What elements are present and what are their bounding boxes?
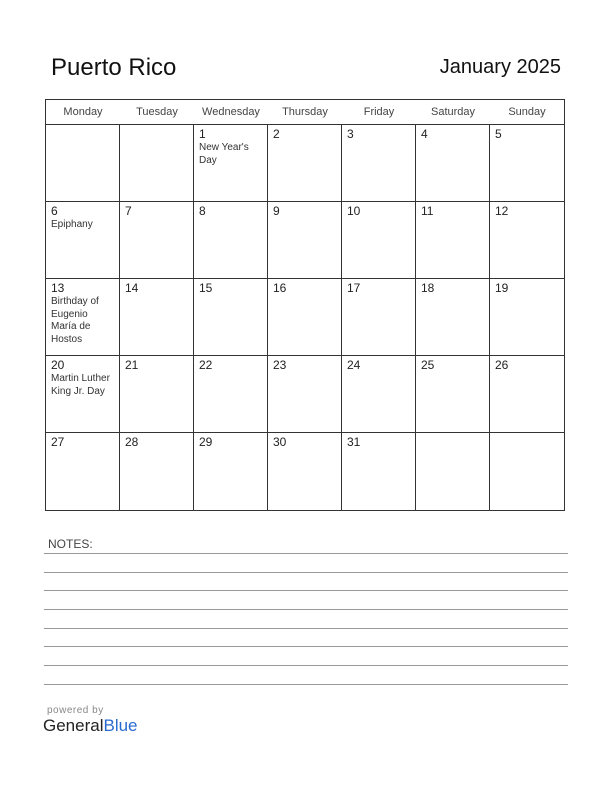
day-number: 14 (125, 281, 139, 295)
weekday-header: Thursday (282, 106, 328, 118)
day-number: 15 (199, 281, 213, 295)
day-number: 6 (51, 204, 58, 218)
holiday-label: New Year's Day (199, 142, 249, 166)
weekday-header: Sunday (508, 106, 546, 118)
weekday-header: Monday (63, 106, 103, 118)
day-number: 5 (495, 127, 502, 141)
day-number: 11 (421, 204, 434, 218)
calendar-day-cell[interactable] (194, 433, 268, 510)
calendar-day-cell[interactable] (342, 125, 416, 202)
calendar-grid (45, 99, 565, 511)
day-number: 23 (273, 358, 287, 372)
calendar-day-cell[interactable] (268, 356, 342, 433)
calendar-day-cell[interactable] (268, 202, 342, 279)
day-number: 28 (125, 435, 139, 449)
day-number: 19 (495, 281, 509, 295)
calendar-day-cell[interactable] (342, 202, 416, 279)
holiday-label: Martin Luther King Jr. Day (51, 373, 110, 397)
page-title: Puerto Rico (51, 54, 177, 81)
calendar-day-cell[interactable] (120, 125, 194, 202)
calendar-day-cell[interactable] (46, 279, 120, 356)
calendar-day-cell[interactable] (490, 279, 564, 356)
calendar-day-cell[interactable] (120, 279, 194, 356)
day-number: 13 (51, 281, 65, 295)
day-number: 17 (347, 281, 361, 295)
calendar-day-cell[interactable] (120, 433, 194, 510)
day-number: 7 (125, 204, 132, 218)
calendar-day-cell[interactable] (194, 356, 268, 433)
calendar-day-cell[interactable] (490, 433, 564, 510)
holiday-label: Epiphany (51, 219, 93, 230)
note-line (44, 609, 568, 610)
note-line (44, 572, 568, 573)
calendar-day-cell[interactable] (194, 125, 268, 202)
brand-name-part2: Blue (103, 716, 138, 735)
day-number: 18 (421, 281, 435, 295)
weekday-header: Wednesday (202, 106, 260, 118)
calendar-day-cell[interactable] (46, 125, 120, 202)
calendar-day-cell[interactable] (416, 202, 490, 279)
day-number: 29 (199, 435, 213, 449)
calendar-day-cell[interactable] (194, 202, 268, 279)
calendar-day-cell[interactable] (120, 202, 194, 279)
calendar-day-cell[interactable] (342, 279, 416, 356)
brand-logo[interactable] (43, 716, 138, 736)
note-line (44, 665, 568, 666)
weekday-header-row (46, 100, 564, 125)
calendar-day-cell[interactable] (46, 356, 120, 433)
calendar-day-cell[interactable] (194, 279, 268, 356)
day-number: 31 (347, 435, 361, 449)
calendar-day-cell[interactable] (268, 433, 342, 510)
day-number: 2 (273, 127, 280, 141)
weekday-header: Saturday (430, 106, 476, 118)
day-number: 1 (199, 127, 206, 141)
calendar-day-cell[interactable] (490, 202, 564, 279)
powered-by-text: powered by (47, 705, 104, 716)
day-number: 12 (495, 204, 509, 218)
calendar-day-cell[interactable] (416, 125, 490, 202)
calendar-body (46, 125, 564, 510)
day-number: 9 (273, 204, 280, 218)
day-number: 22 (199, 358, 213, 372)
calendar-day-cell[interactable] (490, 125, 564, 202)
calendar-day-cell[interactable] (490, 356, 564, 433)
calendar-day-cell[interactable] (342, 433, 416, 510)
brand-name-part1: General (43, 716, 104, 735)
day-number: 3 (347, 127, 354, 141)
calendar-day-cell[interactable] (416, 279, 490, 356)
day-number: 30 (273, 435, 287, 449)
calendar-day-cell[interactable] (46, 202, 120, 279)
day-number: 24 (347, 358, 361, 372)
day-number: 10 (347, 204, 361, 218)
calendar-day-cell[interactable] (342, 356, 416, 433)
calendar-day-cell[interactable] (120, 356, 194, 433)
day-number: 27 (51, 435, 65, 449)
weekday-header: Tuesday (136, 106, 178, 118)
calendar-day-cell[interactable] (268, 125, 342, 202)
calendar-day-cell[interactable] (268, 279, 342, 356)
calendar-day-cell[interactable] (416, 356, 490, 433)
calendar-day-cell[interactable] (416, 433, 490, 510)
note-line (44, 628, 568, 629)
weekday-header: Friday (363, 106, 395, 118)
day-number: 20 (51, 358, 65, 372)
note-line (44, 646, 568, 647)
day-number: 21 (125, 358, 139, 372)
holiday-label: Birthday of Eugenio María de Hostos (51, 296, 99, 345)
day-number: 25 (421, 358, 435, 372)
day-number: 26 (495, 358, 509, 372)
calendar-day-cell[interactable] (46, 433, 120, 510)
note-line (44, 590, 568, 591)
day-number: 16 (273, 281, 287, 295)
day-number: 8 (199, 204, 206, 218)
note-line (44, 684, 568, 685)
note-line (44, 553, 568, 554)
day-number: 4 (421, 127, 428, 141)
month-year-label: January 2025 (439, 56, 561, 78)
notes-label: NOTES: (48, 537, 93, 551)
